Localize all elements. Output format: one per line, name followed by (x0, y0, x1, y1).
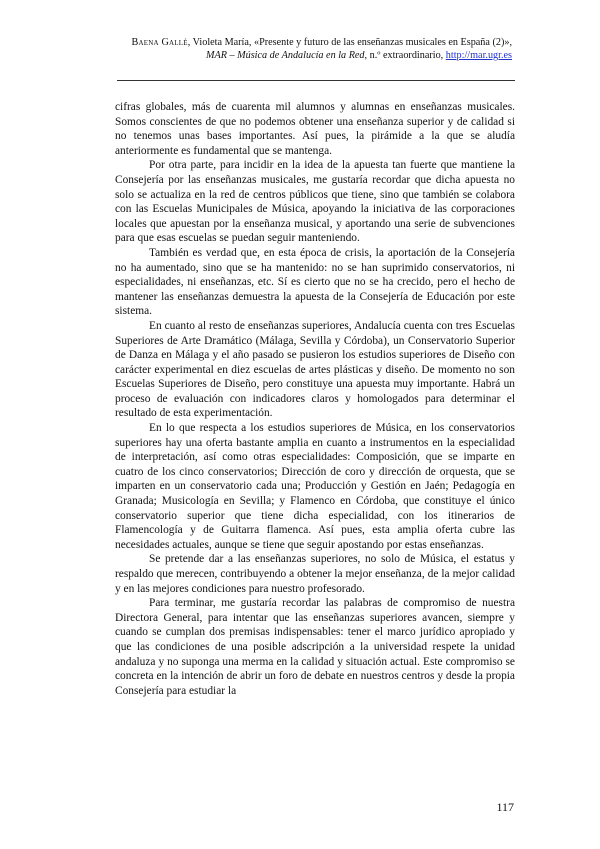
body-text (115, 100, 515, 698)
running-header (72, 36, 512, 62)
header-journal-name: MAR – Música de Andalucía en la Red (206, 50, 365, 61)
page-number: 117 (496, 800, 514, 814)
paragraph-7: Para terminar, me gustaría recordar las palabras de compromiso de nuestra Directora General, para intentar que las enseñanzas superiores avancen, siempre y cuando se cumplan dos premisas indispensables: tener el marco jurídico apropiado y que las condiciones de una posible adscripción a la universidad respete la unidad andaluza y no suponga una merma en la calidad y situación actual. Este compromiso se concreta en la intención de abrir un foro de debate en nuestros centros y desde la propia Consejería para estudiar la (115, 597, 515, 697)
header-journal-link[interactable]: http://mar.ugr.es (445, 50, 512, 61)
paragraph-1: cifras globales, más de cuarenta mil alumnos y alumnas en enseñanzas musicales. Somos conscientes de que no podemos obtener una enseñanza superior y de calidad si no tenemos unas bases importantes. Así pues, la pirámide a la que se aludía anteriormente es fundamental que se mantenga. (115, 101, 515, 157)
paragraph-2: Por otra parte, para incidir en la idea de la apuesta tan fuerte que mantiene la Consejería por las enseñanzas musicales, me gustaría recordar que dicha apuesta no solo se actualiza en la red de centros públicos que tiene, sino que también se colabora con las Escuelas Municipales de Música, apoyando la iniciativa de las corporaciones locales que apuestan por la enseñanza musical, y aportando una serie de subvenciones para que esas escuelas se puedan seguir manteniendo. (115, 159, 515, 245)
paragraph-3: También es verdad que, en esta época de crisis, la aportación de la Consejería no ha aumentado, sino que se ha mantenido: no se han suprimido conservatorios, ni especialidades, ni enseñanzas, etc. Sí es cierto que no se ha crecido, pero el hecho de mantener las enseñanzas demuestra la apuesta de la Consejería de Educación por este sistema. (115, 246, 515, 318)
paragraph-6: Se pretende dar a las enseñanzas superiores, no solo de Música, el estatus y respaldo que merecen, contribuyendo a obtener la mejor enseñanza, de la mejor calidad y en las mejores condiciones para nuestro profesorado. (115, 553, 515, 595)
header-author-surname: Baena Gallé (131, 37, 188, 48)
header-article-title: , Violeta María, «Presente y futuro de las enseñanzas musicales en España (2)», (187, 37, 512, 48)
header-issue: , n.º extraordinario, (364, 50, 446, 61)
paragraph-5: En lo que respecta a los estudios superiores de Música, en los conservatorios superiores hay una oferta bastante amplia en cuanto a instrumentos en la especialidad de interpretación, así como otras especialidades: Composición, que se imparte en cuatro de los cinco conservatorios; Dirección de coro y dirección de orquesta, que se imparten en un conservatorio cada una; Producción y Gestión en Jaén; Pedagogía en Granada; Musicología en Sevilla; y Flamenco en Córdoba, que constituye el único conservatorio superior que tiene dicha especialidad, con los itinerarios de Flamencología y de Guitarra flamenca. Así pues, esta amplia oferta cubre las necesidades actuales, aunque se tiene que seguir apostando por estas enseñanzas. (115, 422, 515, 551)
header-divider (117, 80, 515, 81)
paragraph-4: En cuanto al resto de enseñanzas superiores, Andalucía cuenta con tres Escuelas Superiores de Arte Dramático (Málaga, Sevilla y Córdoba), un Conservatorio Superior de Danza en Málaga y el año pasado se pusieron los estudios superiores de Diseño con carácter experimental en diez escuelas de artes plásticas y diseño. De momento no son Escuelas Superiores de Diseño, pero constituye una apuesta muy importante. Habrá un proceso de evaluación con indicadores claros y homologados para determinar el resultado de esta experimentación. (115, 319, 515, 420)
